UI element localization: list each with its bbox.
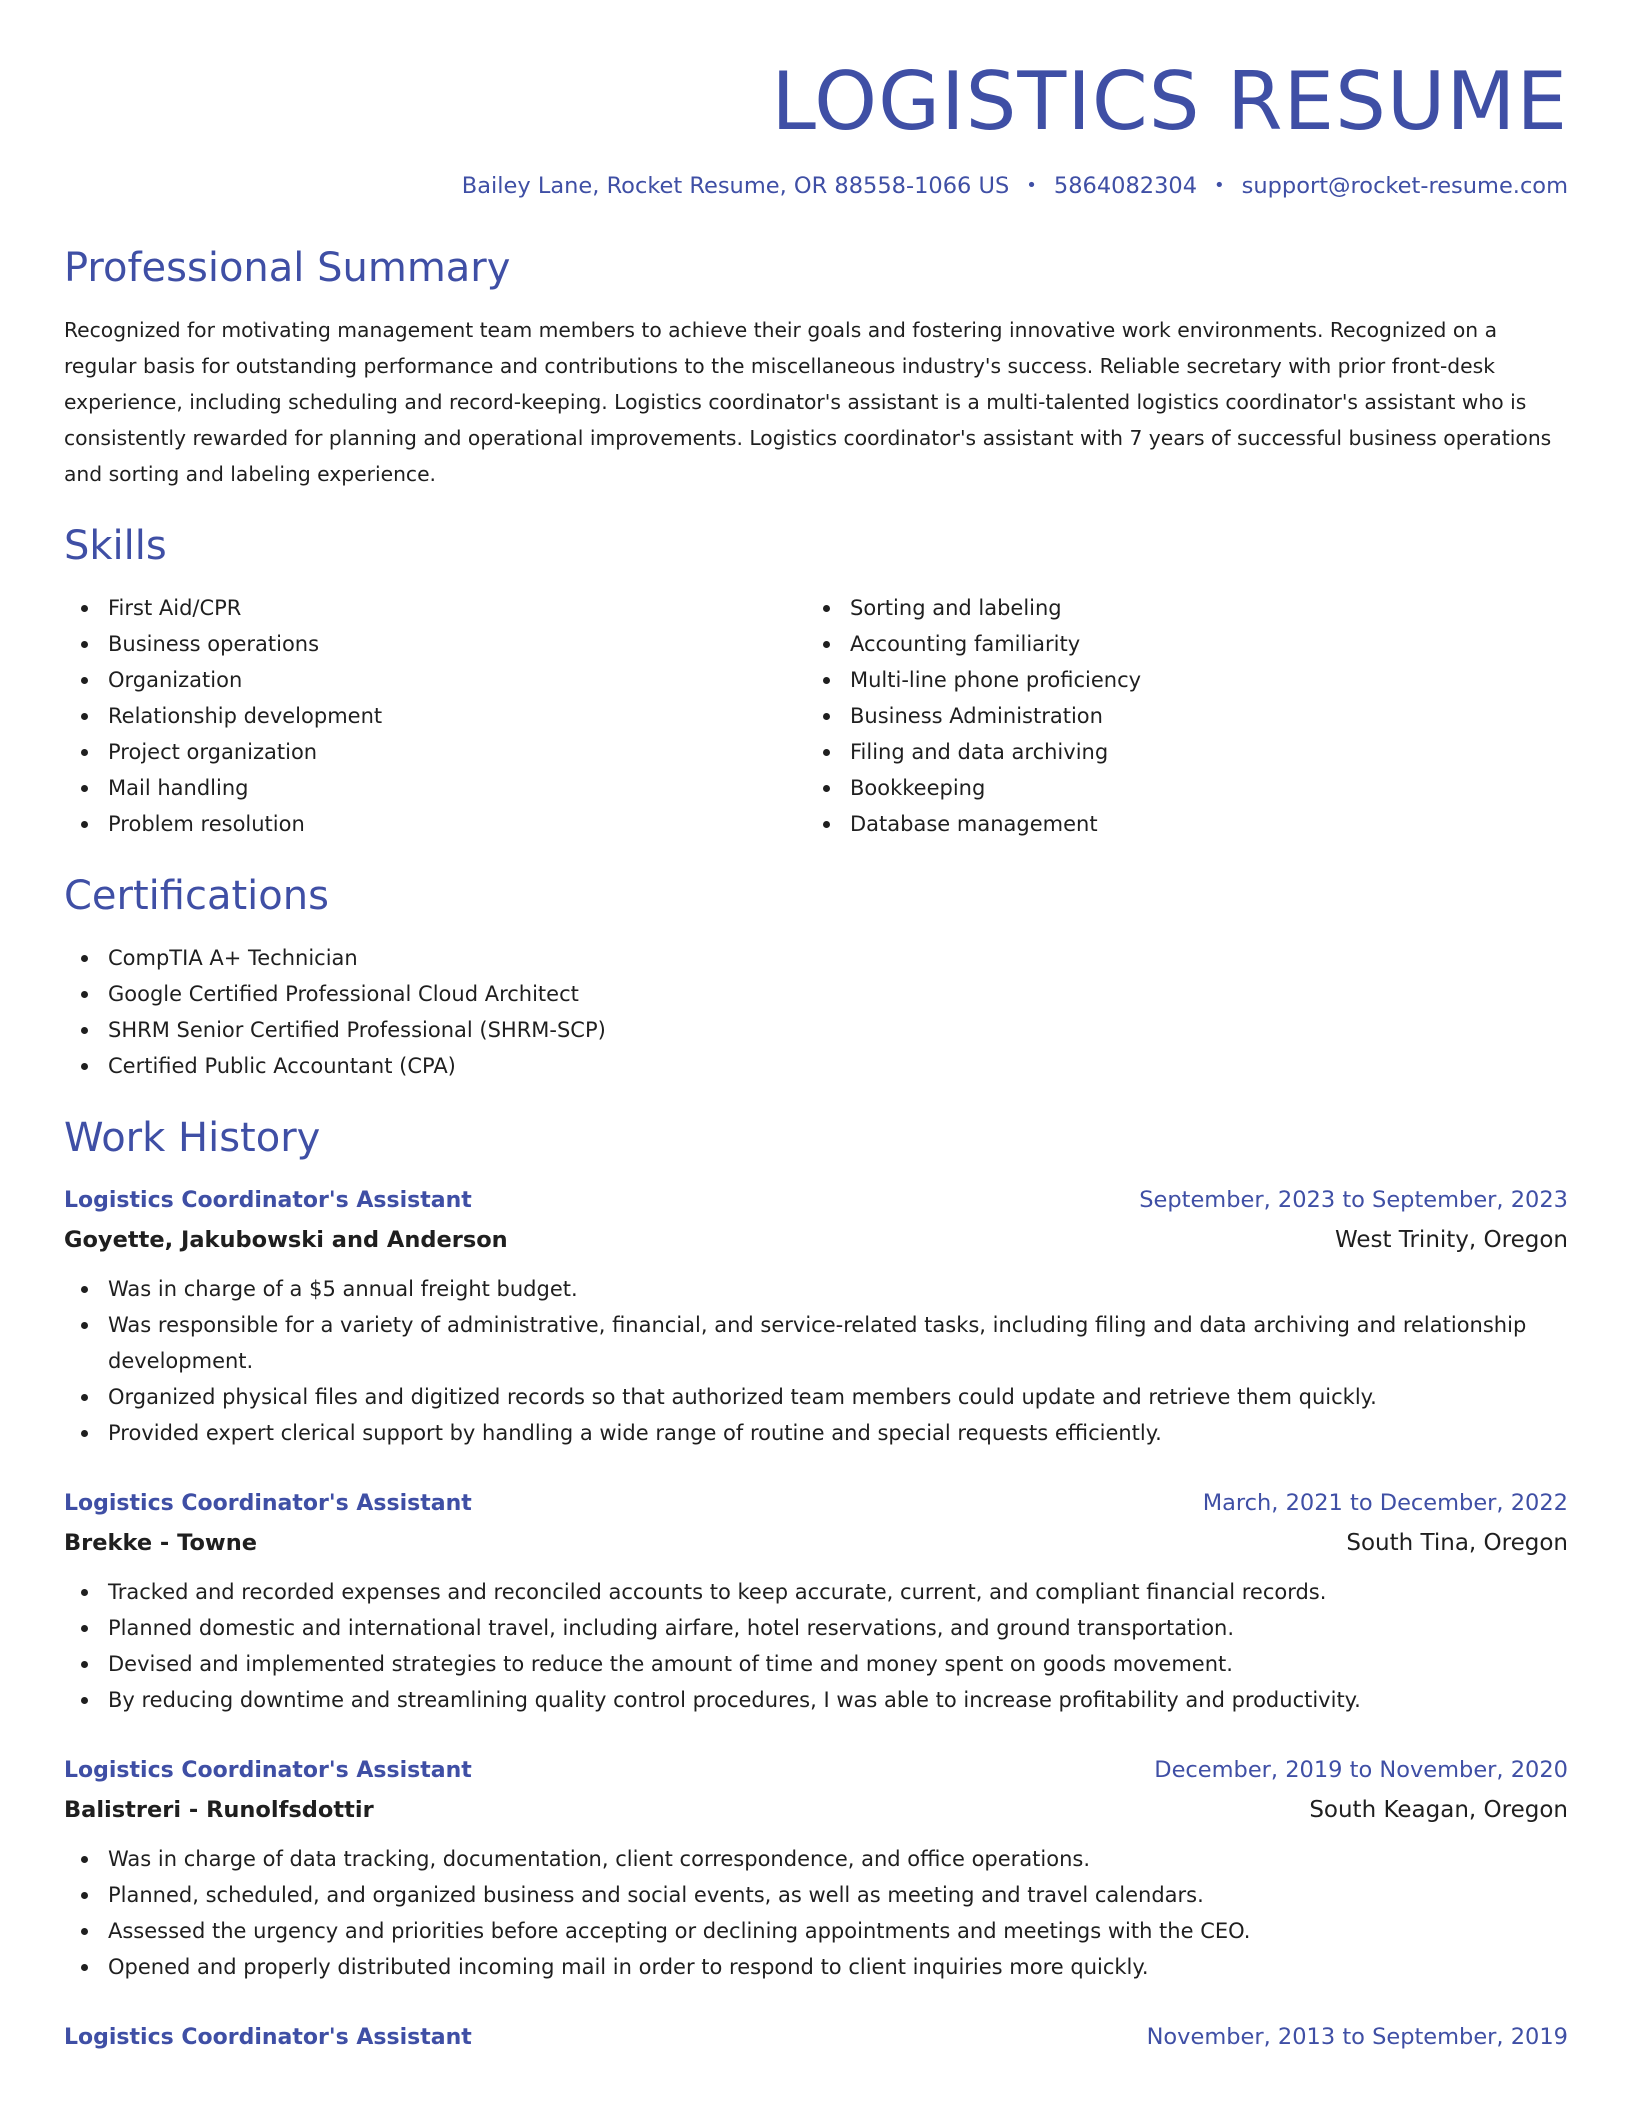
job-dates: September, 2023 to September, 2023 [1139,1187,1568,1213]
job-entry [64,1182,1568,1451]
work-history-heading: Work History [64,1115,321,1161]
job-location: South Keagan, Oregon [1309,1797,1568,1823]
job-title: Logistics Coordinator's Assistant [64,1758,472,1783]
job-location: West Trinity, Oregon [1334,1227,1568,1253]
certification-item: Certified Public Accountant (CPA) [64,1048,1568,1084]
job-entry [64,1485,1568,1718]
job-bullet: Planned domestic and international travel, including airfare, hotel reservations, and ground transportation. [64,1610,1568,1646]
skills-columns [64,590,1568,842]
skill-item: Problem resolution [64,806,806,842]
job-header-row [64,2019,1568,2056]
contact-address: Bailey Lane, Rocket Resume, OR 88558-1066 US [461,173,1010,199]
job-header-row [64,1485,1568,1522]
skill-item: Relationship development [64,698,806,734]
job-bullet: Was responsible for a variety of administrative, financial, and service-related tasks, including filing and data archiving and relationship development. [64,1307,1568,1379]
job-header-row [64,1752,1568,1789]
certifications-heading: Certifications [64,873,329,919]
skill-item: Filing and data archiving [806,734,1548,770]
job-company-row [64,1522,1568,1564]
job-dates: March, 2021 to December, 2022 [1202,1490,1568,1516]
job-company: Goyette, Jakubowski and Anderson [64,1227,508,1253]
contact-line [64,170,1568,202]
job-bullet: Tracked and recorded expenses and reconciled accounts to keep accurate, current, and compliant financial records. [64,1574,1568,1610]
certification-item: CompTIA A+ Technician [64,940,1568,976]
contact-phone[interactable]: 5864082304 [1053,173,1198,199]
resume-title: LOGISTICS RESUME [771,55,1568,148]
job-bullet: Organized physical files and digitized records so that authorized team members could update and retrieve them quickly. [64,1379,1568,1415]
work-history-section [64,1114,1568,2056]
skills-list-left [64,590,806,842]
skill-item: Database management [806,806,1548,842]
job-header-row [64,1182,1568,1219]
job-bullet: Was in charge of a $5 annual freight budget. [64,1271,1568,1307]
job-bullet: Was in charge of data tracking, documentation, client correspondence, and office operations. [64,1841,1568,1877]
job-location: South Tina, Oregon [1346,1530,1568,1556]
job-bullet-list [64,1271,1568,1451]
skill-item: Accounting familiarity [806,626,1548,662]
skill-item: Business operations [64,626,806,662]
job-bullet: Opened and properly distributed incoming mail in order to respond to client inquiries more quickly. [64,1949,1568,1985]
separator-dot: • [1026,175,1037,196]
job-dates: November, 2013 to September, 2019 [1146,2024,1568,2050]
skill-item: Business Administration [806,698,1548,734]
summary-heading: Professional Summary [64,245,511,291]
job-company-row [64,1219,1568,1261]
certification-item: SHRM Senior Certified Professional (SHRM-SCP) [64,1012,1568,1048]
job-bullet-list [64,1841,1568,1985]
contact-email[interactable]: support@rocket-resume.com [1241,173,1568,199]
certifications-section [64,872,1568,1084]
skill-item: First Aid/CPR [64,590,806,626]
certifications-list [64,940,1568,1084]
separator-dot: • [1214,175,1225,196]
job-bullet: Devised and implemented strategies to reduce the amount of time and money spent on goods movement. [64,1646,1568,1682]
skill-item: Project organization [64,734,806,770]
job-bullet: Assessed the urgency and priorities before accepting or declining appointments and meetings with the CEO. [64,1913,1568,1949]
resume-page [64,0,1568,2056]
job-company: Brekke - Towne [64,1530,257,1556]
summary-text: Recognized for motivating management team members to achieve their goals and fostering innovative work environments. Recognized on a regular basis for outstanding performance and contributions to the miscellaneous industry's success. Reliable secretary with prior front-desk experience, including scheduling and record-keeping. Logistics coordinator's assistant is a multi-talented logistics coordinator's assistant who is consistently rewarded for planning and operational improvements. Logistics coordinator's assistant with 7 years of successful business operations and sorting and labeling experience. [64,318,1552,486]
job-bullet: By reducing downtime and streamlining quality control procedures, I was able to increase profitability and productivity. [64,1682,1568,1718]
job-company: Balistreri - Runolfsdottir [64,1797,374,1823]
skill-item: Organization [64,662,806,698]
summary-section [64,244,1568,492]
skill-item: Sorting and labeling [806,590,1548,626]
skill-item: Mail handling [64,770,806,806]
job-title: Logistics Coordinator's Assistant [64,1188,472,1213]
job-bullet: Planned, scheduled, and organized business and social events, as well as meeting and travel calendars. [64,1877,1568,1913]
job-entry [64,1752,1568,1985]
job-bullet-list [64,1574,1568,1718]
certification-item: Google Certified Professional Cloud Architect [64,976,1568,1012]
job-title: Logistics Coordinator's Assistant [64,1491,472,1516]
job-company-row [64,1789,1568,1831]
job-dates: December, 2019 to November, 2020 [1154,1757,1568,1783]
job-entry [64,2019,1568,2056]
job-bullet: Provided expert clerical support by handling a wide range of routine and special requests efficiently. [64,1415,1568,1451]
skill-item: Multi-line phone proficiency [806,662,1548,698]
skills-section [64,522,1568,842]
job-title: Logistics Coordinator's Assistant [64,2025,472,2050]
skills-heading: Skills [64,523,167,569]
skill-item: Bookkeeping [806,770,1548,806]
skills-list-right [806,590,1548,842]
